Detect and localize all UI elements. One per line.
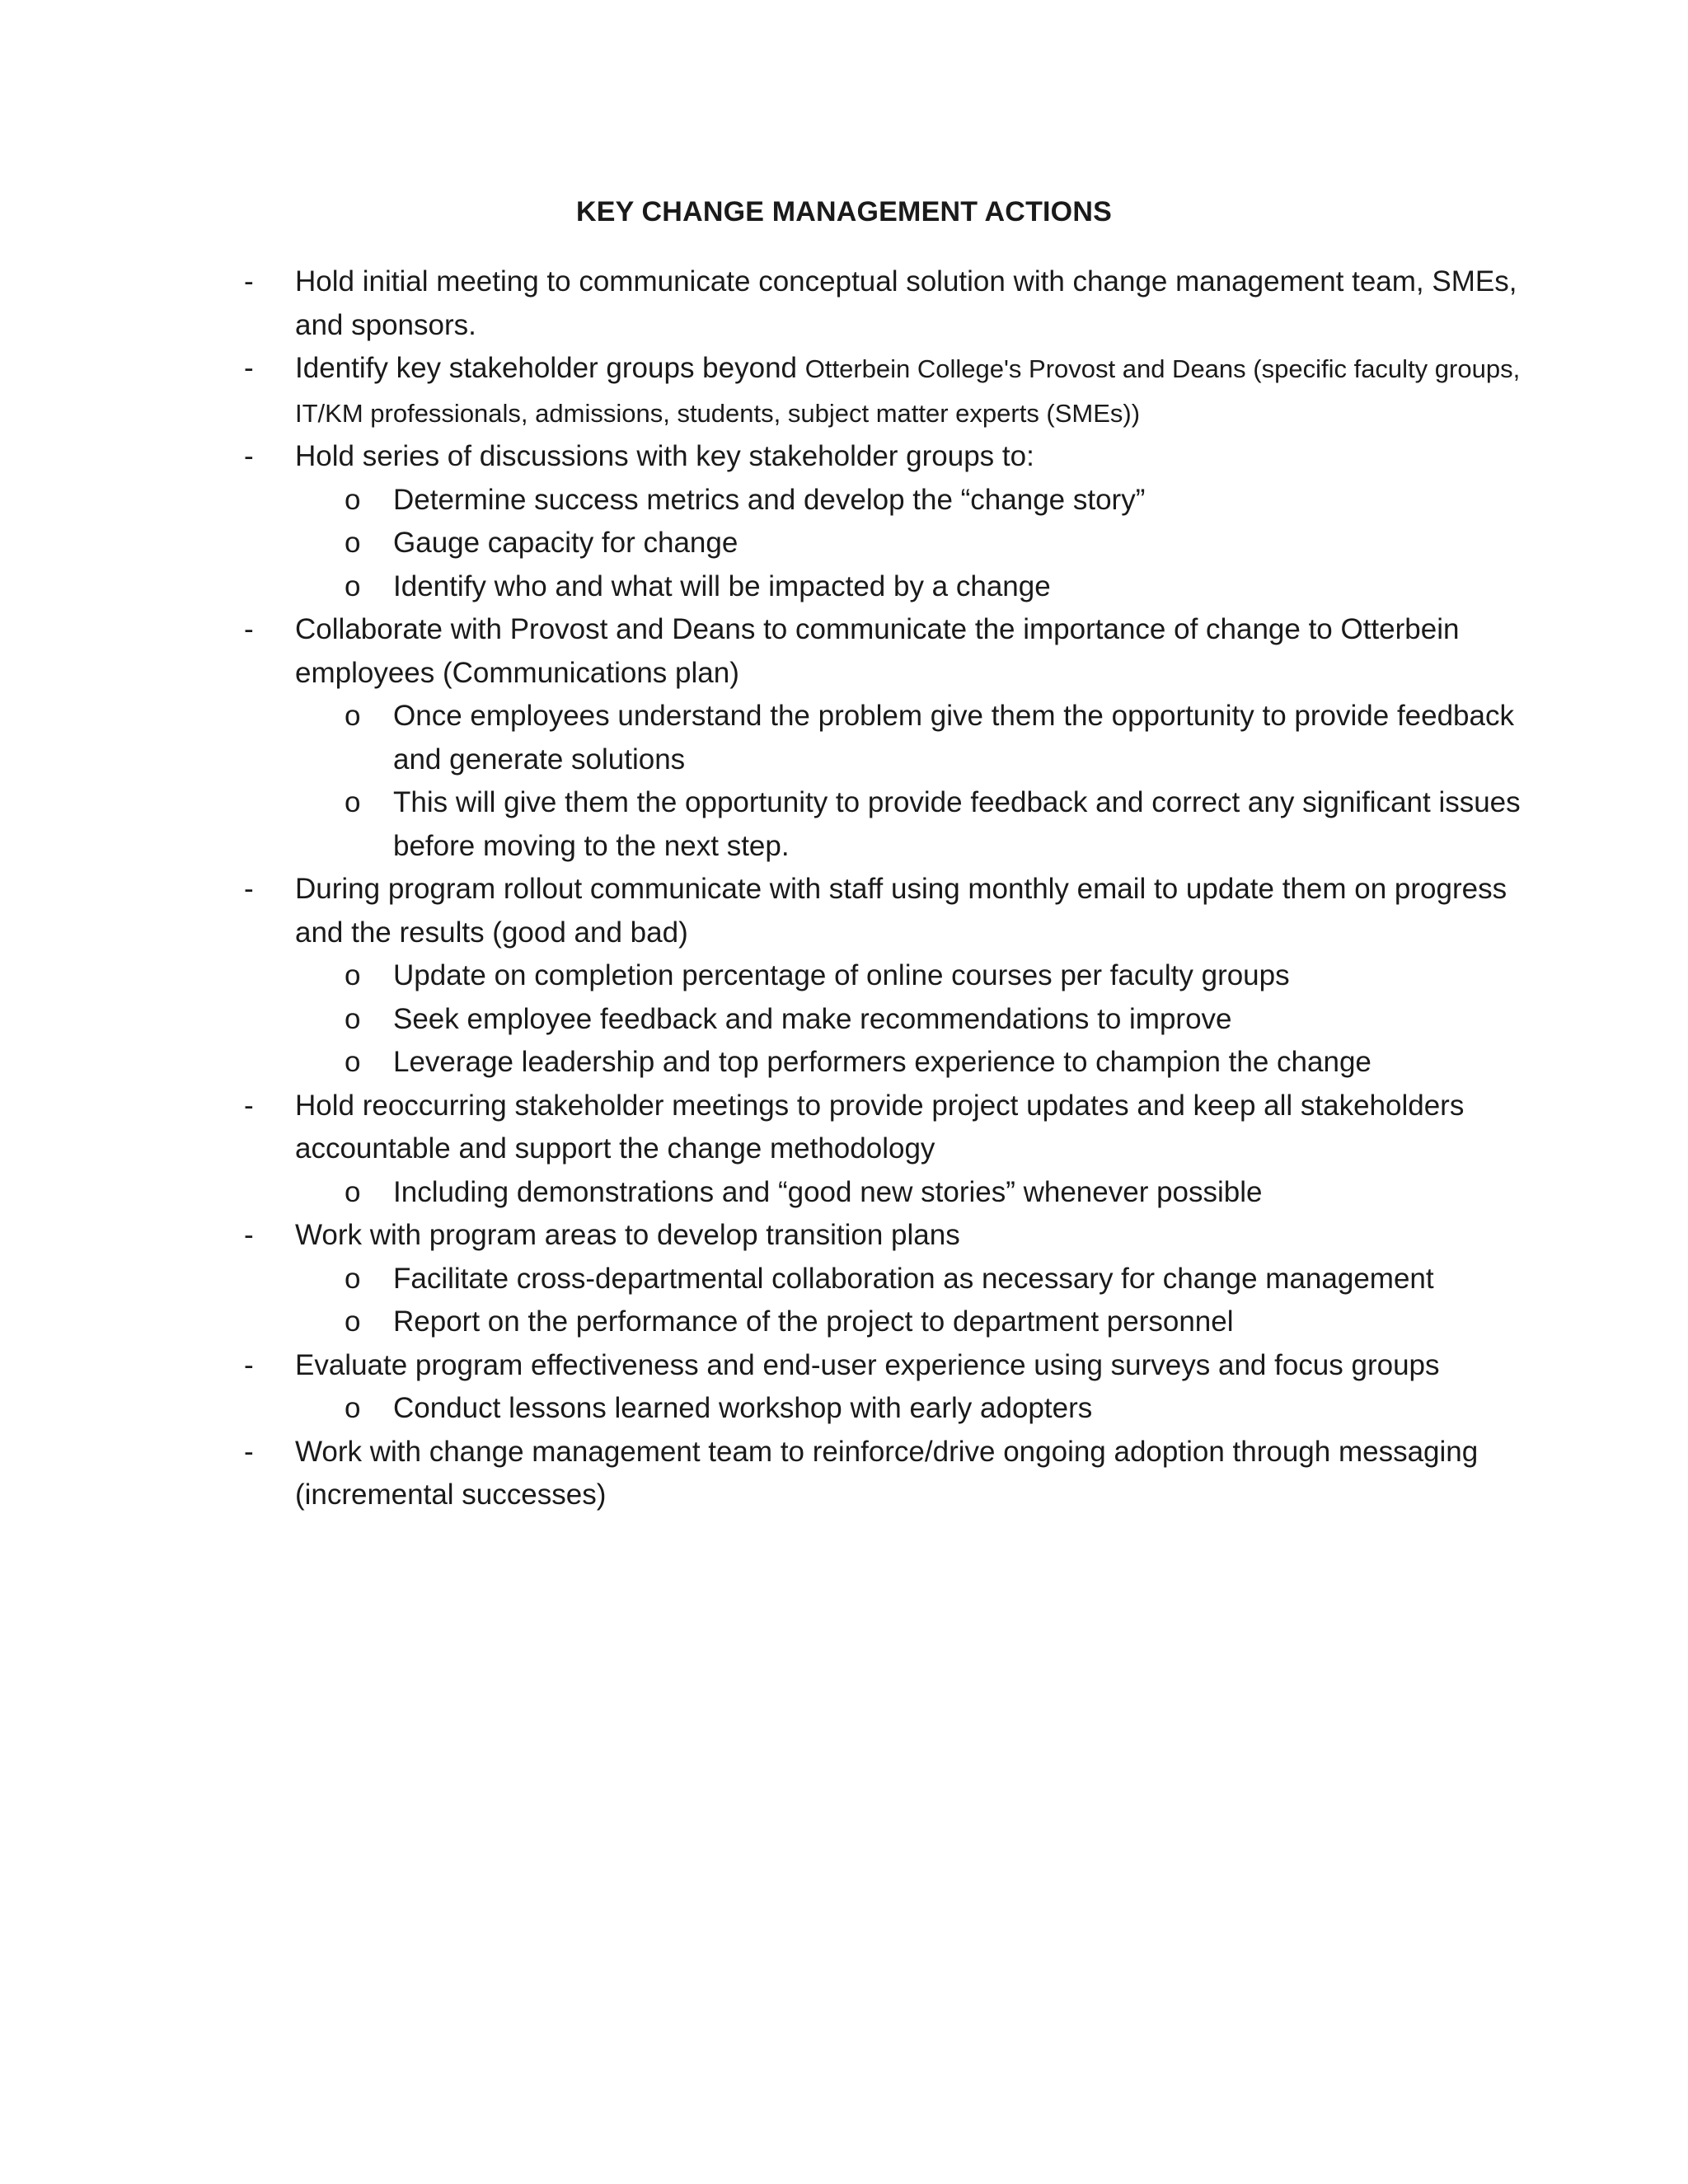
- sub-list-item-text: Determine success metrics and develop the “change story”: [393, 483, 1146, 516]
- list-item-text: Evaluate program effectiveness and end-user experience using surveys and focus groups: [295, 1348, 1440, 1381]
- list-item: [0, 347, 1688, 435]
- list-item: [0, 608, 1688, 695]
- page-title: KEY CHANGE MANAGEMENT ACTIONS: [576, 196, 1112, 227]
- sub-list-item: [0, 1258, 1688, 1301]
- sub-list-item: [0, 781, 1688, 868]
- sub-bullet-marker: o: [345, 569, 361, 602]
- bullet-marker: -: [244, 1435, 254, 1468]
- sub-bullet-marker: o: [345, 1305, 361, 1338]
- sub-list-item: [0, 695, 1688, 781]
- sub-list-item: [0, 1387, 1688, 1431]
- sub-list-item: [0, 954, 1688, 998]
- list-item: [0, 435, 1688, 479]
- sub-list-item-text: Gauge capacity for change: [393, 527, 738, 559]
- list-item-text: Collaborate with Provost and Deans to communicate the importance of change to Otterbein employees (Communications plan): [295, 613, 1460, 689]
- bullet-marker: -: [244, 873, 254, 905]
- sub-list-item: [0, 565, 1688, 609]
- bullet-marker: -: [244, 265, 254, 298]
- sub-bullet-marker: o: [345, 1262, 361, 1295]
- sub-list-item: [0, 479, 1688, 523]
- bullet-marker: -: [244, 1089, 254, 1122]
- sub-bullet-marker: o: [345, 527, 361, 559]
- sub-list-item: [0, 1171, 1688, 1215]
- list-item: [0, 260, 1688, 347]
- sub-bullet-marker: o: [345, 1046, 361, 1078]
- sub-bullet-marker: o: [345, 700, 361, 732]
- sub-list-item-text: Conduct lessons learned workshop with early adopters: [393, 1392, 1093, 1424]
- sub-list-item-text: Identify who and what will be impacted by a change: [393, 569, 1051, 602]
- sub-list-item-text: Seek employee feedback and make recommendations to improve: [393, 1002, 1232, 1035]
- sub-list-item-text: Including demonstrations and “good new stories” whenever possible: [393, 1175, 1263, 1208]
- sub-list-item: [0, 998, 1688, 1042]
- bullet-marker: -: [244, 1219, 254, 1251]
- sub-bullet-marker: o: [345, 1002, 361, 1035]
- sub-bullet-marker: o: [345, 1392, 361, 1424]
- sub-list-item: [0, 1041, 1688, 1085]
- bullet-marker: -: [244, 1348, 254, 1381]
- list-item: [0, 868, 1688, 954]
- sub-bullet-marker: o: [345, 483, 361, 516]
- sub-list-item: [0, 1301, 1688, 1344]
- bullet-marker: -: [244, 352, 254, 384]
- sub-list-item-text: Facilitate cross-departmental collaboration as necessary for change management: [393, 1262, 1434, 1295]
- list-item-text: Hold initial meeting to communicate conceptual solution with change management team, SMEs, and sponsors.: [295, 265, 1517, 341]
- list-item: [0, 1344, 1688, 1388]
- list-item-text: Work with program areas to develop transition plans: [295, 1219, 960, 1251]
- sub-list-item-text: Once employees understand the problem give them the opportunity to provide feedback and generate solutions: [393, 700, 1514, 776]
- list-item-text: Hold series of discussions with key stakeholder groups to:: [295, 440, 1034, 472]
- sub-list-item-text: Update on completion percentage of online courses per faculty groups: [393, 959, 1290, 991]
- sub-bullet-marker: o: [345, 959, 361, 991]
- list-item-text: Work with change management team to reinforce/drive ongoing adoption through messaging (incremental successes): [295, 1435, 1479, 1511]
- sub-bullet-marker: o: [345, 1175, 361, 1208]
- sub-bullet-marker: o: [345, 786, 361, 818]
- list-item: [0, 1431, 1688, 1517]
- action-list: [0, 260, 1688, 1517]
- sub-list-item-text: Report on the performance of the project to department personnel: [393, 1305, 1234, 1338]
- sub-list-item: [0, 522, 1688, 565]
- list-item-text-tail: Otterbein College's Provost and Deans (specific faculty groups, IT/KM professionals, admissions, students, subject matter experts (SMEs)): [295, 354, 1521, 428]
- list-item-text: During program rollout communicate with staff using monthly email to update them on progress and the results (good and bad): [295, 873, 1507, 949]
- list-item-text: [295, 347, 1523, 435]
- bullet-marker: -: [244, 440, 254, 472]
- list-item-text: Hold reoccurring stakeholder meetings to provide project updates and keep all stakeholders accountable and support the change methodology: [295, 1089, 1465, 1165]
- list-item: [0, 1085, 1688, 1171]
- bullet-marker: -: [244, 613, 254, 645]
- sub-list-item-text: This will give them the opportunity to provide feedback and correct any significant issues before moving to the next step.: [393, 786, 1521, 862]
- list-item: [0, 1214, 1688, 1258]
- sub-list-item-text: Leverage leadership and top performers experience to champion the change: [393, 1046, 1372, 1078]
- list-item-text-lead: Identify key stakeholder groups beyond: [295, 352, 805, 384]
